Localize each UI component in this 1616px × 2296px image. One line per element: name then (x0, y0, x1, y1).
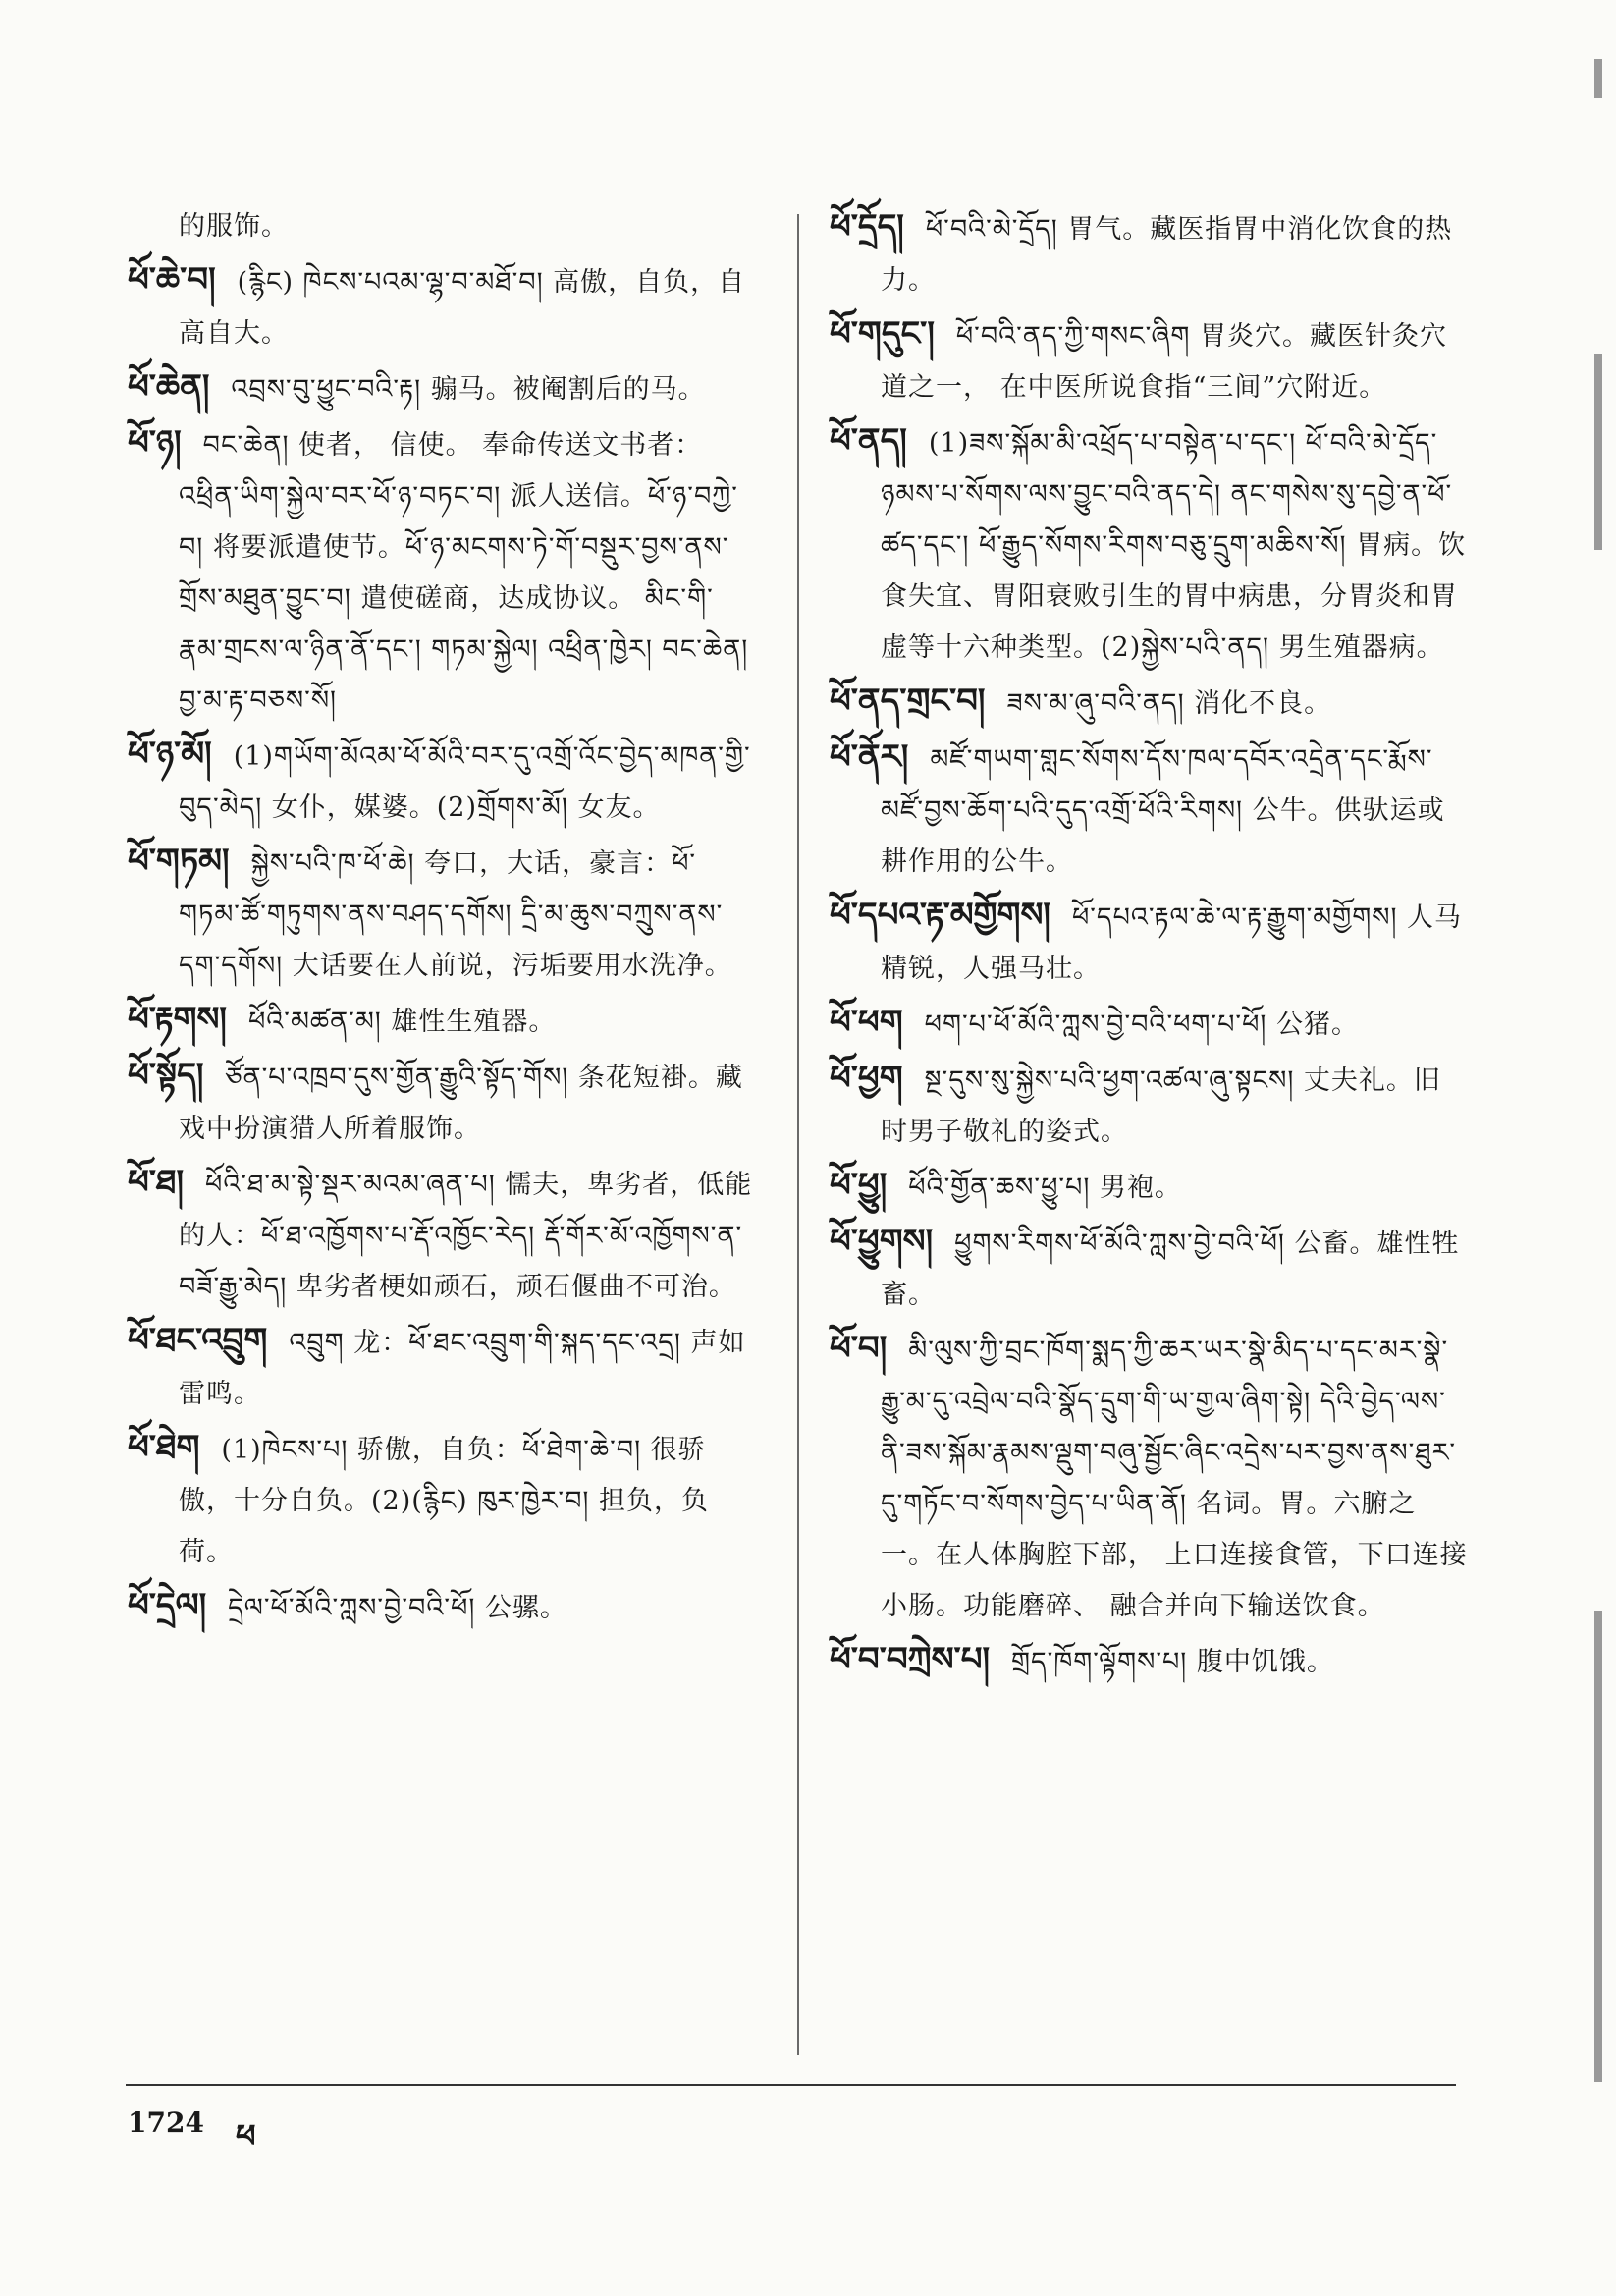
dictionary-entry (128, 1050, 756, 1155)
scan-edge (1577, 0, 1616, 2296)
entry-headword: ཕོ་ཐ། (128, 1163, 185, 1202)
entry-headword: ཕོ་ནད་གྲང་བ། (830, 682, 986, 721)
entry-headword: ཕོ་དྲེལ། (128, 1586, 207, 1625)
entry-headword: ཕོ་ཕག (830, 1003, 903, 1042)
entry-definition: ཟས་མ་ཞུ་བའི་ནད། 消化不良。 (1006, 688, 1332, 719)
entry-headword: ཕོ་དྲོད། (830, 207, 904, 246)
section-letter: ཕ (236, 2117, 256, 2155)
entry-definition: ཕོའི་མཚན་མ། 雄性生殖器。 (247, 1007, 557, 1037)
footer-rule (126, 2084, 1456, 2086)
entry-headword: ཕོ་གཏམ། (128, 842, 230, 881)
entry-headword: ཕོ་གདུང་། (830, 314, 935, 354)
dictionary-entry (830, 1160, 1468, 1214)
dictionary-entry (830, 308, 1468, 413)
dictionary-entry (128, 417, 756, 727)
dictionary-entry (830, 1216, 1468, 1321)
entry-definition: འབྲས་བུ་ཕྱུང་བའི་རྟ། 骟马。被阉割后的马。 (231, 374, 706, 405)
entry-headword: ཕོ་ཆེན། (128, 367, 210, 407)
entry-definition: གྲོད་ཁོག་ལྟོགས་པ། 腹中饥饿。 (1011, 1647, 1334, 1677)
dictionary-entry (830, 201, 1468, 306)
entry-definition: མི་ལུས་ཀྱི་བྲང་ཁོག་སྨད་ཀྱི་ཆར་ཡར་སྣེ་མིད་པ་དང་མར་སྣེ་རྒྱུ་མ་དུ་འབྲེལ་བའི་སྣོད་དྲུག་གི་ཡ་གྱལ་ཞིག་སྟེ། དེའི་བྱེད་ལས་ནི་ཟས་སྐོམ་རྣམས་ལྡུག་བཞུ་སྦྱོང་ཞིང་འདྲེས་པར་བྱས་ནས་ཐུར་དུ་གཏོང་བ་སོགས་བྱེད་པ་ཡིན་ནོ། 名词。胃。六腑之一。在人体胸腔下部， 上口连接食管，下口连接小肠。功能磨碎、 融合并向下输送饮食。 (881, 1336, 1468, 1621)
entry-definition: འབྲུག 龙：ཕོ་ཐང་འབྲུག་གི་སྐད་དང་འདྲ། 声如雷鸣。 (179, 1328, 746, 1409)
dictionary-entry (830, 1634, 1468, 1688)
entry-headword: ཕོ་ནད། (830, 421, 907, 461)
dictionary-entry (830, 732, 1468, 888)
entry-headword: ཕོ་བ། (830, 1329, 888, 1368)
entry-definition: ཕོའི་ཐ་མ་སྟེ་སྡར་མའམ་ཞན་པ། 懦夫，卑劣者，低能的人：ཕོ་ཐ་འཁྱོགས་པ་རྡོ་འཁྱོང་རེད། རྡོ་གོར་མོ་འཁྱོགས་ན་བཟོ་རྒྱུ་མེད། 卑劣者梗如顽石，顽石偃曲不可治。 (179, 1170, 753, 1302)
dictionary-entry (128, 1315, 756, 1420)
column-divider (797, 214, 799, 2055)
entry-definition: (1)ཟས་སྐོམ་མི་འཕྲོད་པ་བསྟེན་པ་དང་། ཕོ་བའི་མེ་དྲོད་ཉམས་པ་སོགས་ལས་བྱུང་བའི་ནད་དེ། ནང་གསེས་སུ་དབྱེ་ན་ཕོ་ཚད་དང་། ཕོ་རྒྱུད་སོགས་རིགས་བཅུ་དྲུག་མཆིས་སོ། 胃病。饮食失宜、胃阳衰败引生的胃中病患，分胃炎和胃虚等十六种类型。(2)སྐྱེས་པའི་ནད། 男生殖器病。 (881, 428, 1467, 663)
entry-definition: ཕོ་བའི་ནད་ཀྱི་གསང་ཞིག 胃炎穴。藏医针灸穴道之一， 在中医所说食指“三间”穴附近。 (881, 321, 1447, 403)
left-column (128, 201, 756, 1636)
entry-headword: ཕོ་ཆེ་བ། (128, 260, 216, 300)
entry-definition: མཛོ་གཡག་གླང་སོགས་དོས་ཁལ་དབོར་འདྲེན་དང་རྨོས་མཛོ་བྱས་ཆོག་པའི་དུད་འགྲོ་ཕོའི་རིགས། 公牛。供驮运或耕作用的公牛。 (881, 744, 1445, 877)
entry-headword: ཕོ་དཔའ་རྟ་མགྱོགས། (830, 896, 1050, 935)
entry-definition: ཕོ་བའི་མེ་དྲོད། 胃气。藏医指胃中消化饮食的热力。 (881, 214, 1453, 296)
entry-definition: ཕོ་དཔའ་རྟལ་ཆེ་ལ་རྟ་རྒྱུག་མགྱོགས། 人马精锐，人强马壮。 (881, 902, 1463, 984)
dictionary-entry (128, 1580, 756, 1634)
entry-definition: 的服饰。 (179, 211, 289, 242)
entry-headword: ཕོ་ཐང་འབྲུག (128, 1321, 268, 1360)
entry-headword: ཕོ་བ་བཀྲེས་པ། (830, 1640, 991, 1679)
entry-definition: ཕྱུགས་རིགས་ཕོ་མོའི་ཀླས་བྱེ་བའི་ཕོ། 公畜。雄性牲畜。 (881, 1229, 1460, 1310)
entry-headword: ཕོ་ཉ་མོ། (128, 735, 212, 774)
dictionary-entry (830, 415, 1468, 674)
dictionary-entry (128, 1422, 756, 1578)
entry-headword: ཕོ་ཕྱག (830, 1059, 903, 1098)
entry-definition: (1)གཡོག་མོའམ་ཕོ་མོའི་བར་དུ་འགྲོ་འོང་བྱེད་མཁན་གྱི་བུད་མེད། 女仆，媒婆。(2)གྲོགས་མོ། 女友。 (179, 741, 751, 823)
entry-headword: ཕོ་ཉ། (128, 423, 182, 463)
page-number: 1724 (128, 2106, 204, 2139)
dictionary-entry (128, 1157, 756, 1313)
dictionary-entry (128, 729, 756, 834)
dictionary-entry (830, 1323, 1468, 1632)
entry-definition: ཕག་པ་ཕོ་མོའི་ཀླས་བྱེ་བའི་ཕག་པ་ཕོ། 公猪。 (924, 1010, 1359, 1040)
entry-definition: དྲེལ་ཕོ་མོའི་ཀླས་བྱེ་བའི་ཕོ། 公骡。 (228, 1593, 567, 1623)
entry-headword: ཕོ་རྟགས། (128, 1000, 227, 1039)
entry-headword: ཕོ་སྟོད། (128, 1056, 204, 1095)
dictionary-entry (128, 201, 756, 252)
entry-headword: ཕོ་ཕྱུགས། (830, 1222, 934, 1261)
entry-headword: ཕོ་ནོར། (830, 738, 909, 777)
dictionary-entry (128, 994, 756, 1048)
entry-definition: (རྙིང) ཁེངས་པའམ་ལྷ་བ་མཐོ་བ། 高傲，自负，自高自大。 (179, 267, 746, 349)
entry-headword: ཕོ་ཐེག (128, 1428, 200, 1467)
entry-headword: ཕོ་ཕྱུ། (830, 1166, 888, 1205)
entry-definition: བང་ཆེན། 使者， 信使。 奉命传送文书者：འཕྲིན་ཡིག་སྐྱེལ་བར་ཕོ་ཉ་བཏང་བ། 派人送信。ཕོ་ཉ་བཀྱེ་བ། 将要派遣使节。ཕོ་ཉ་མངགས་ཏེ་གོ་བསྡུར་བྱས་ནས་གྲོས་མཐུན་བྱུང་བ། 遣使磋商，达成协议。 མིང་གི་རྣམ་གྲངས་ལ་ཉིན་ནོ་དང་། གཏམ་སྐྱེལ། འཕྲིན་ཁྱེར། བང་ཆེན། བྱ་མ་རྟ་བཅས་སོ། (179, 430, 749, 716)
entry-definition: སྐྱེས་པའི་ཁ་ཕོ་ཆེ། 夸口，大话，豪言：ཕོ་གཏམ་ཚོ་གཏུགས་ནས་བཤད་དགོས། དྲི་མ་ཆུས་བཀྲུས་ནས་དག་དགོས། 大话要在人前说，污垢要用水洗净。 (179, 848, 732, 981)
right-column (830, 201, 1468, 1690)
entry-definition: སྔ་དུས་སུ་སྐྱེས་པའི་ཕྱག་འཚལ་ཞུ་སྟངས། 丈夫礼。旧时男子敬礼的姿式。 (881, 1066, 1441, 1147)
dictionary-entry (830, 676, 1468, 730)
entry-definition: (1)ཁེངས་པ། 骄傲，自负：ཕོ་ཐེག་ཆེ་བ། 很骄傲，十分自负。(2)(རྙིང) ཁུར་ཁྱེར་བ། 担负，负荷。 (179, 1435, 709, 1567)
dictionary-entry (128, 361, 756, 415)
dictionary-entry (128, 836, 756, 992)
dictionary-entry (830, 1053, 1468, 1158)
dictionary-entry (830, 890, 1468, 995)
dictionary-entry (128, 254, 756, 359)
entry-definition: ཕོའི་གྱོན་ཆས་ཕྱུ་པ། 男袍。 (908, 1173, 1182, 1203)
dictionary-entry (830, 997, 1468, 1051)
entry-definition: ཙོན་པ་འཁྲབ་དུས་གྱོན་རྒྱུའི་སྟོད་གོས། 条花短褂。藏戏中扮演猎人所着服饰。 (179, 1063, 743, 1144)
